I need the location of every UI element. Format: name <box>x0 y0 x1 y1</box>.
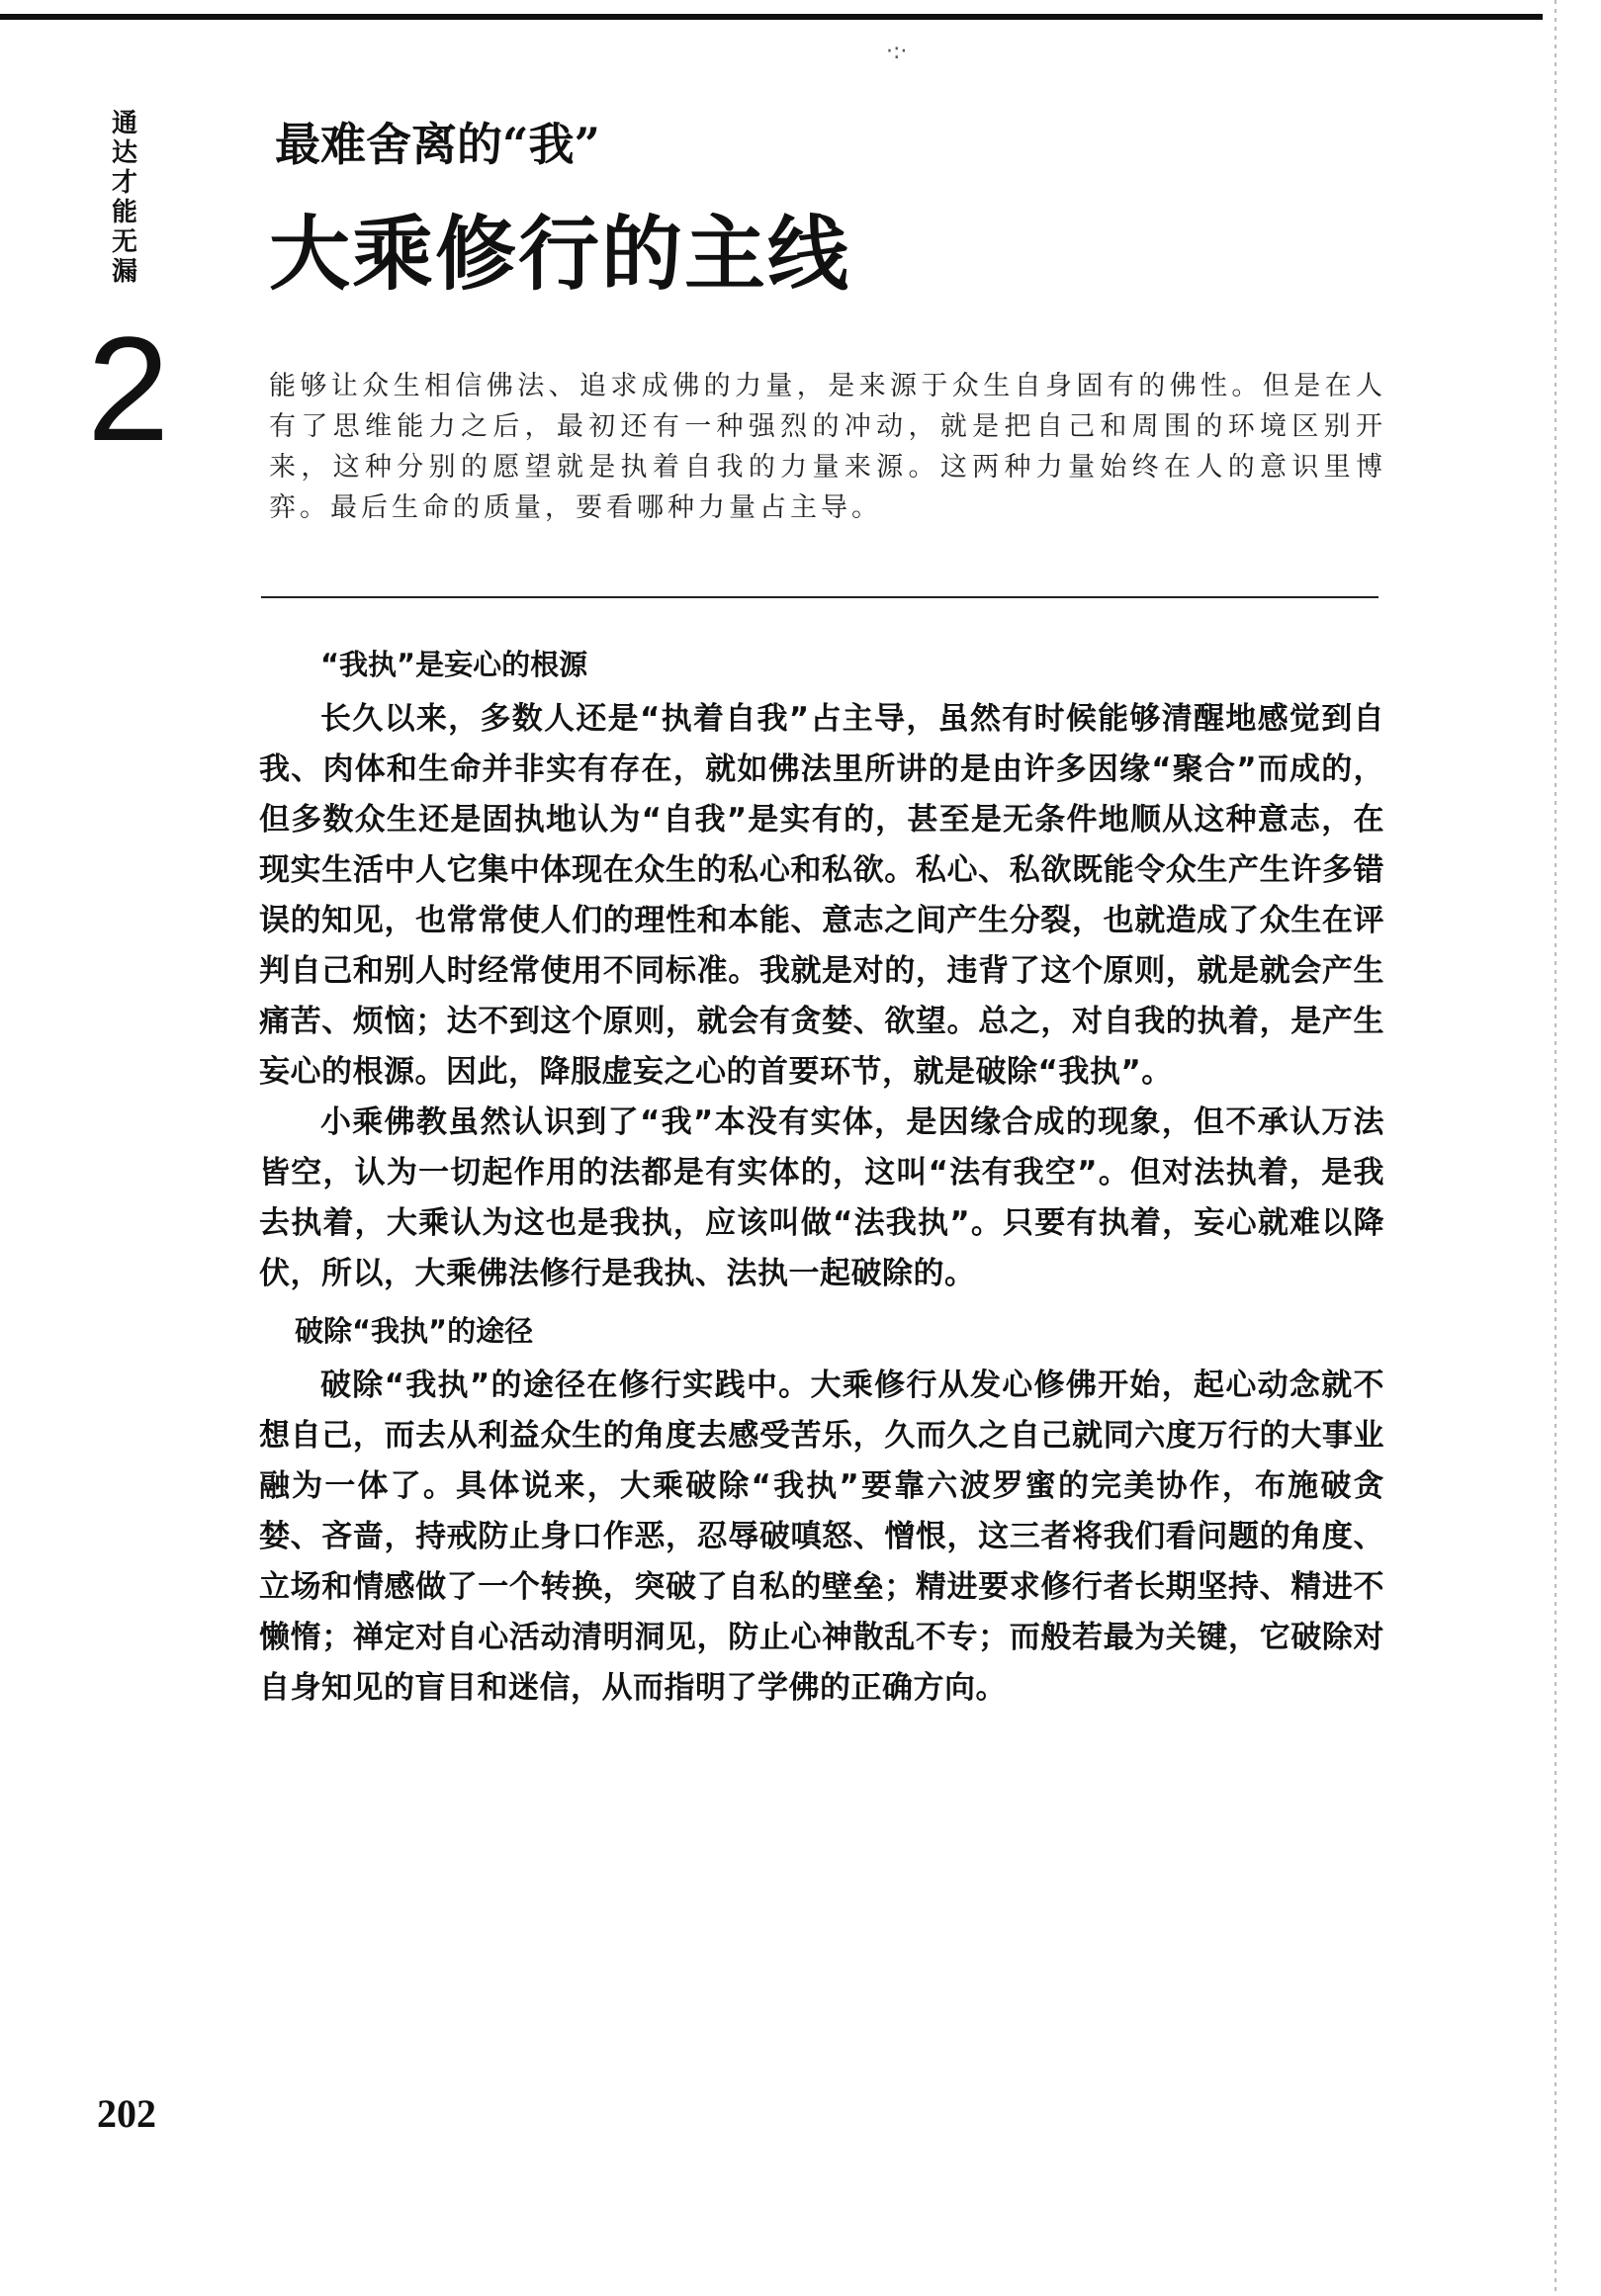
body-paragraph: 破除“我执”的途径在修行实践中。大乘修行从发心修佛开始，起心动念就不想自己，而去从利益众生的角度去感受苦乐，久而久之自己就同六度万行的大事业融为一体了。具体说来，大乘破除“我执”要靠六波罗蜜的完美协作，布施破贪婪、吝啬，持戒防止身口作恶，忍辱破嗔怒、憎恨，这三者将我们看问题的角度、立场和情感做了一个转换，突破了自私的壁垒；精进要求修行者长期坚持、精进不懒惰；禅定对自心活动清明洞见，防止心神散乱不专；而般若最为关键，它破除对自身知见的盲目和迷信，从而指明了学佛的正确方向。 <box>259 1368 1384 1706</box>
chapter-title: 大乘修行的主线 <box>269 208 851 302</box>
top-rule <box>0 14 1543 20</box>
chapter-number: 2 <box>87 306 170 472</box>
article-body <box>259 645 1384 1714</box>
section-heading: “我执”是妄心的根源 <box>320 648 588 681</box>
page-edge <box>1555 0 1557 2296</box>
section-heading: 破除“我执”的途径 <box>295 1314 534 1348</box>
body-paragraph: 小乘佛教虽然认识到了“我”本没有实体，是因缘合成的现象，但不承认万法皆空，认为一切起作用的法都是有实体的，这叫“法有我空”。但对法执着，是我去执着，大乘认为这也是我执，应该叫做“法我执”。只要有执着，妄心就难以降伏，所以，大乘佛法修行是我执、法执一起破除的。 <box>259 1104 1384 1291</box>
chapter-intro: 能够让众生相信佛法、追求成佛的力量，是来源于众生自身固有的佛性。但是在人有了思维能力之后，最初还有一种强烈的冲动，就是把自己和周围的环境区别开来，这种分别的愿望就是执着自我的力量来源。这两种力量始终在人的意识里博弈。最后生命的质量，要看哪种力量占主导。 <box>269 371 1386 523</box>
chapter-subtitle: 最难舍离的“我” <box>275 118 600 171</box>
intro-divider <box>261 596 1379 598</box>
running-header-label: 通达才能无漏 <box>111 109 137 287</box>
page-number: 202 <box>97 2091 156 2136</box>
body-paragraph: 长久以来，多数人还是“执着自我”占主导，虽然有时候能够清醒地感觉到自我、肉体和生命并非实有存在，就如佛法里所讲的是由许多因缘“聚合”而成的，但多数众生还是固执地认为“自我”是实有的，甚至是无条件地顺从这种意志，在现实生活中人它集中体现在众生的私心和私欲。私心、私欲既能令众生产生许多错误的知见，也常常使人们的理性和本能、意志之间产生分裂，也就造成了众生在评判自己和别人时经常使用不同标准。我就是对的，违背了这个原则，就是就会产生痛苦、烦恼；达不到这个原则，就会有贪婪、欲望。总之，对自我的执着，是产生妄心的根源。因此，降服虚妄之心的首要环节，就是破除“我执”。 <box>259 701 1384 1090</box>
header-mark: ·:· <box>886 40 908 64</box>
